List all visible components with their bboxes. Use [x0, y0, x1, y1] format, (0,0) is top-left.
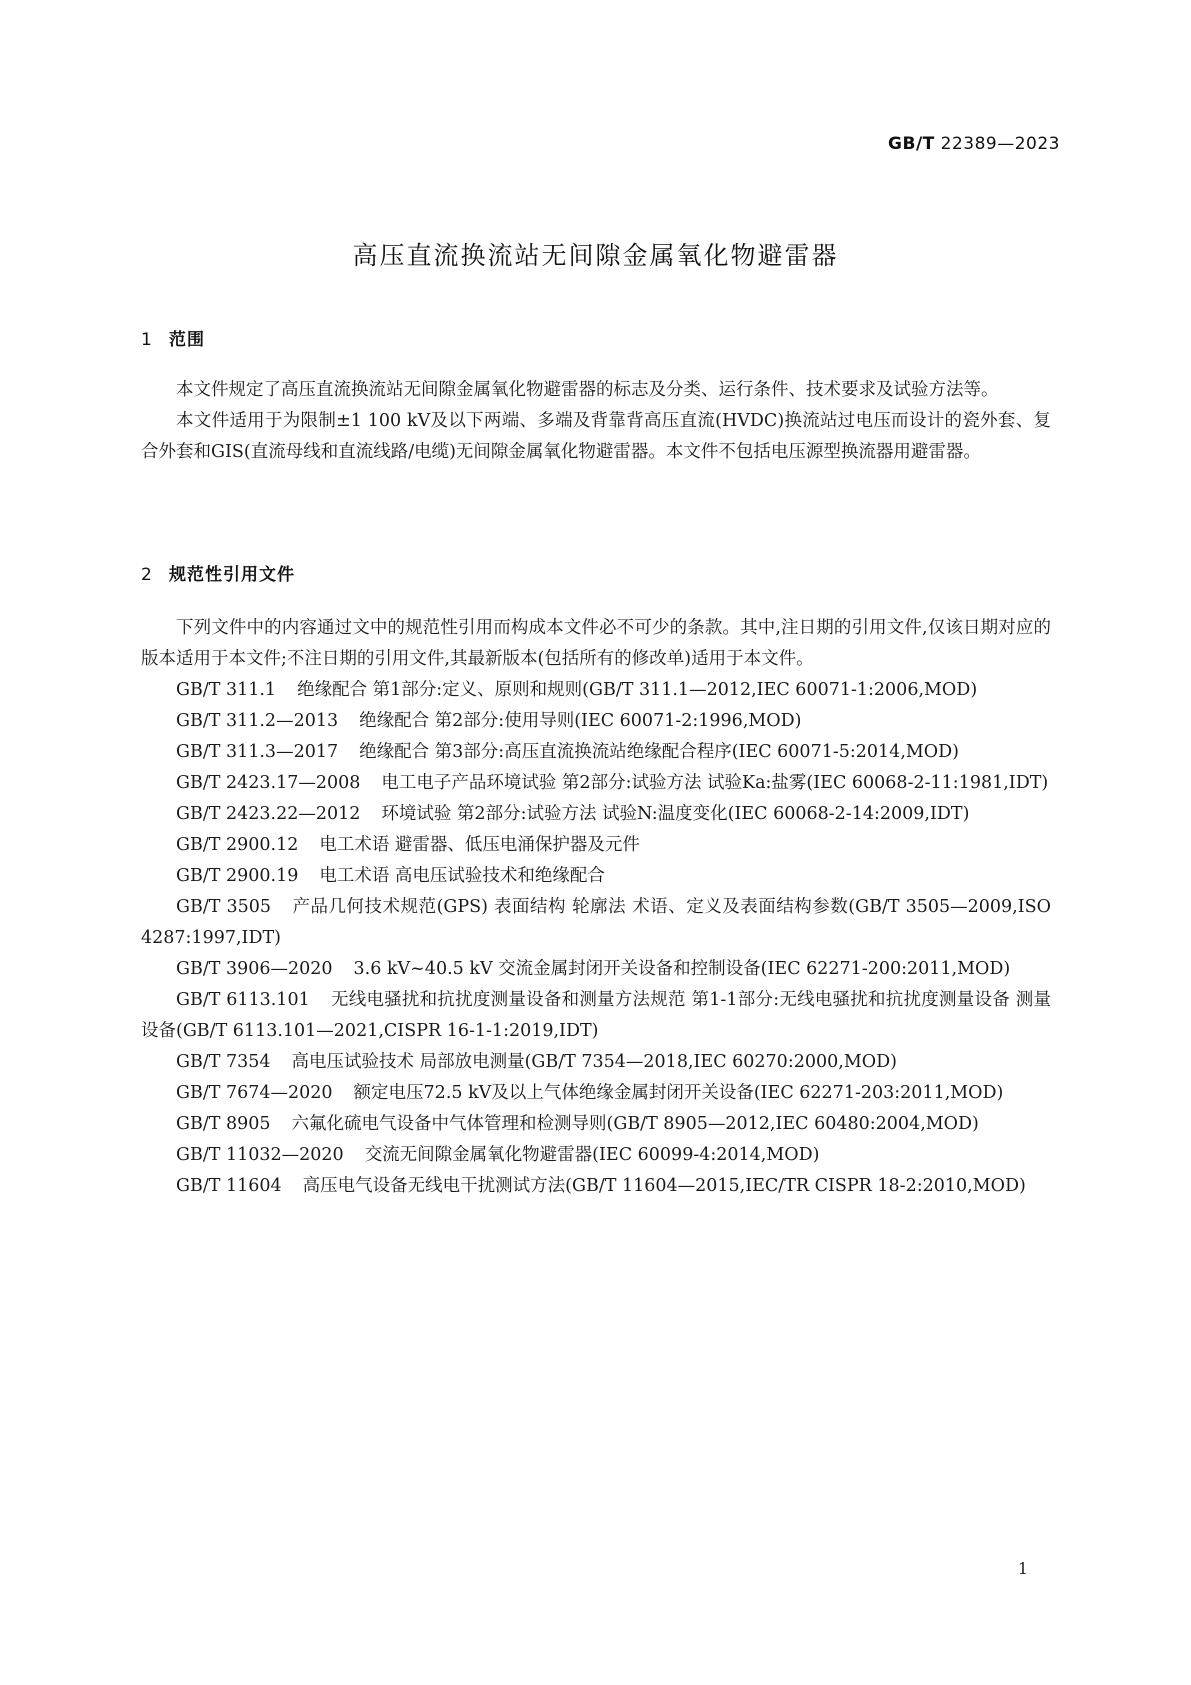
reference-title: 高压电气设备无线电干扰测试方法(GB/T 11604—2015,IEC/TR CISPR 18-2:2010,MOD)	[302, 1176, 1026, 1196]
reference-item	[141, 1109, 1051, 1140]
reference-title: 电工术语 高电压试验技术和绝缘配合	[319, 866, 605, 886]
reference-code: GB/T 7674—2020	[176, 1083, 333, 1103]
reference-code: GB/T 8905	[176, 1114, 271, 1134]
section-2-number: 2	[141, 565, 153, 585]
document-title: 高压直流换流站无间隙金属氧化物避雷器	[352, 241, 839, 270]
reference-item	[141, 892, 1051, 954]
normative-intro: 下列文件中的内容通过文中的规范性引用而构成本文件必不可少的条款。其中,注日期的引用文件,仅该日期对应的版本适用于本文件;不注日期的引用文件,其最新版本(包括所有的修改单)适用于本文件。	[141, 618, 1051, 669]
scope-paragraph-2: 本文件适用于为限制±1 100 kV及以下两端、多端及背靠背高压直流(HVDC)换流站过电压而设计的瓷外套、复合外套和GIS(直流母线和直流线路/电缆)无间隙金属氧化物避雷器。本文件不包括电压源型换流器用避雷器。	[141, 411, 1051, 462]
standard-number: 22389—2023	[940, 134, 1060, 154]
reference-item	[141, 706, 1051, 737]
reference-code: GB/T 7354	[176, 1052, 271, 1072]
section-1-body	[141, 375, 1051, 468]
reference-item	[141, 768, 1051, 799]
reference-item	[141, 1140, 1051, 1171]
reference-code: GB/T 311.2—2013	[176, 711, 339, 731]
reference-code: GB/T 2423.17—2008	[176, 773, 361, 793]
reference-title: 电工电子产品环境试验 第2部分:试验方法 试验Ka:盐雾(IEC 60068-2-11:1981,IDT)	[381, 773, 1049, 793]
section-2-body	[141, 613, 1051, 1202]
reference-item	[141, 830, 1051, 861]
reference-item	[141, 1171, 1051, 1202]
reference-list	[141, 675, 1051, 1202]
reference-code: GB/T 3505	[176, 897, 272, 917]
section-1-heading	[141, 325, 205, 350]
reference-item	[141, 799, 1051, 830]
reference-code: GB/T 311.1	[176, 680, 277, 700]
reference-code: GB/T 6113.101	[176, 990, 310, 1010]
standard-prefix: GB/T	[888, 134, 935, 154]
reference-code: GB/T 3906—2020	[176, 959, 333, 979]
standard-code	[888, 134, 1060, 154]
section-1-title: 范围	[169, 330, 205, 350]
reference-title: 高电压试验技术 局部放电测量(GB/T 7354—2018,IEC 60270:2000,MOD)	[291, 1052, 897, 1072]
page-number: 1	[1017, 1559, 1028, 1578]
reference-title: 额定电压72.5 kV及以上气体绝缘金属封闭开关设备(IEC 62271-203:2011,MOD)	[353, 1083, 1004, 1103]
reference-code: GB/T 11604	[176, 1176, 282, 1196]
reference-code: GB/T 2900.12	[176, 835, 299, 855]
reference-title: 绝缘配合 第2部分:使用导则(IEC 60071-2:1996,MOD)	[359, 711, 802, 731]
reference-item	[141, 954, 1051, 985]
reference-title: 交流无间隙金属氧化物避雷器(IEC 60099-4:2014,MOD)	[364, 1145, 820, 1165]
reference-title: 无线电骚扰和抗扰度测量设备和测量方法规范 第1-1部分:无线电骚扰和抗扰度测量设备 测量设备(GB/T 6113.101—2021,CISPR 16-1-1:2019,IDT)	[141, 990, 1051, 1041]
reference-title: 环境试验 第2部分:试验方法 试验N:温度变化(IEC 60068-2-14:2009,IDT)	[381, 804, 970, 824]
reference-code: GB/T 2423.22—2012	[176, 804, 361, 824]
reference-item	[141, 985, 1051, 1047]
reference-code: GB/T 311.3—2017	[176, 742, 339, 762]
reference-code: GB/T 11032—2020	[176, 1145, 344, 1165]
reference-title: 产品几何技术规范(GPS) 表面结构 轮廓法 术语、定义及表面结构参数(GB/T 3505—2009,ISO 4287:1997,IDT)	[141, 897, 1051, 948]
reference-item	[141, 1078, 1051, 1109]
reference-code: GB/T 2900.19	[176, 866, 299, 886]
reference-title: 3.6 kV~40.5 kV 交流金属封闭开关设备和控制设备(IEC 62271-200:2011,MOD)	[353, 959, 1011, 979]
scope-paragraph-1: 本文件规定了高压直流换流站无间隙金属氧化物避雷器的标志及分类、运行条件、技术要求及试验方法等。	[176, 380, 999, 400]
reference-item	[141, 1047, 1051, 1078]
reference-item	[141, 675, 1051, 706]
section-2-heading	[141, 560, 295, 585]
reference-title: 电工术语 避雷器、低压电涌保护器及元件	[319, 835, 640, 855]
reference-item	[141, 737, 1051, 768]
section-2-title: 规范性引用文件	[169, 565, 295, 585]
reference-title: 六氟化硫电气设备中气体管理和检测导则(GB/T 8905—2012,IEC 60480:2004,MOD)	[291, 1114, 979, 1134]
reference-item	[141, 861, 1051, 892]
reference-title: 绝缘配合 第1部分:定义、原则和规则(GB/T 311.1—2012,IEC 60071-1:2006,MOD)	[297, 680, 978, 700]
section-1-number: 1	[141, 330, 153, 350]
reference-title: 绝缘配合 第3部分:高压直流换流站绝缘配合程序(IEC 60071-5:2014,MOD)	[359, 742, 960, 762]
